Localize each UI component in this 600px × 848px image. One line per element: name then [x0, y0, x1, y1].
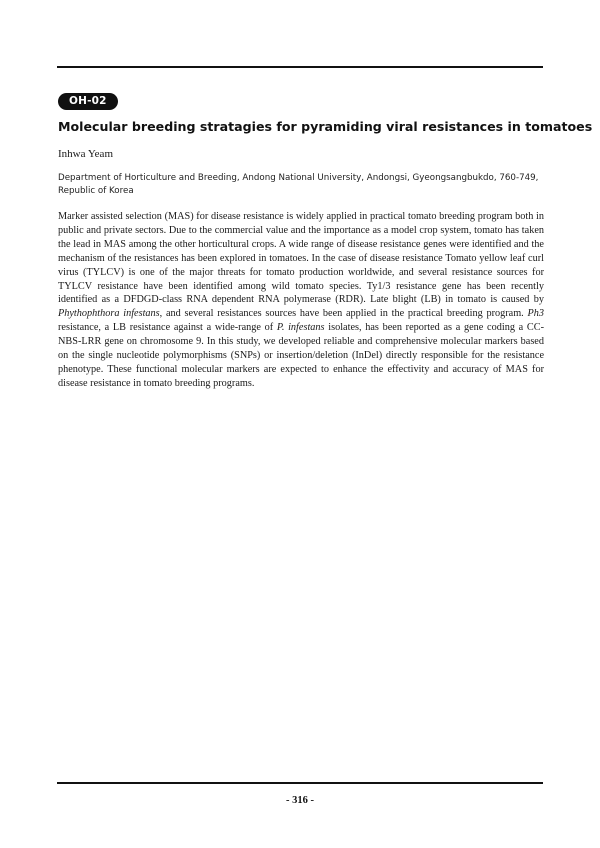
- session-code-badge: OH-02: [58, 93, 118, 110]
- gene-name: Ph3: [527, 308, 544, 320]
- abstract-text: [58, 210, 544, 391]
- paper-title: Molecular breeding stratagies for pyramiding viral resistances in tomatoes: [58, 119, 593, 134]
- author-affiliation: Department of Horticulture and Breeding, Andong National University, Andongsi, Gyeongsangbukdo, 760-749, Republic of Korea: [58, 173, 539, 196]
- abstract-segment-3: resistance, a LB resistance against a wide-range of: [58, 322, 277, 334]
- page-number: - 316 -: [286, 795, 314, 806]
- abstract-segment-1: Marker assisted selection (MAS) for disease resistance is widely applied in practical tomato breeding program both in public and private sectors. Due to the commercial value and the importance as a model crop system, tomato has taken the lead in MAS among the other horticultural crops. A wide range of disease resistance genes were identified and the mechanism of the resistances has been explored in tomatoes. In the case of disease resistance Tomato yellow leaf curl virus (TYLCV) is one of the major threats for tomato production worldwide, and several resistance sources for TYLCV resistance have been identified among wild tomato species. Ty1/3 resistance gene has been recently identified as a DFDGD-class RNA dependent RNA polymerase (RDR). Late blight (LB) in tomato is caused by: [58, 211, 544, 306]
- top-rule: [57, 66, 543, 68]
- bottom-rule: [57, 782, 543, 784]
- pathogen-short-name: P. infestans: [276, 322, 325, 334]
- abstract-segment-2: , and several resistances sources have been applied in the practical breeding program.: [159, 308, 528, 320]
- abstract-segment-4: isolates, has been reported as a gene coding a CC-NBS-LRR gene on chromosome 9. In this study, we developed reliable and comprehensive molecular markers based on the single nucleotide polymorphisms (SNPs) or insertion/deletion (InDel) directly responsible for the resistance phenotype. These functional molecular markers are expected to enhance the effectivity and accuracy of MAS for disease resistance in tomato breeding programs.: [58, 322, 544, 389]
- author-name: Inhwa Yeam: [58, 148, 113, 160]
- pathogen-name: Phythophthora infestans: [58, 308, 160, 320]
